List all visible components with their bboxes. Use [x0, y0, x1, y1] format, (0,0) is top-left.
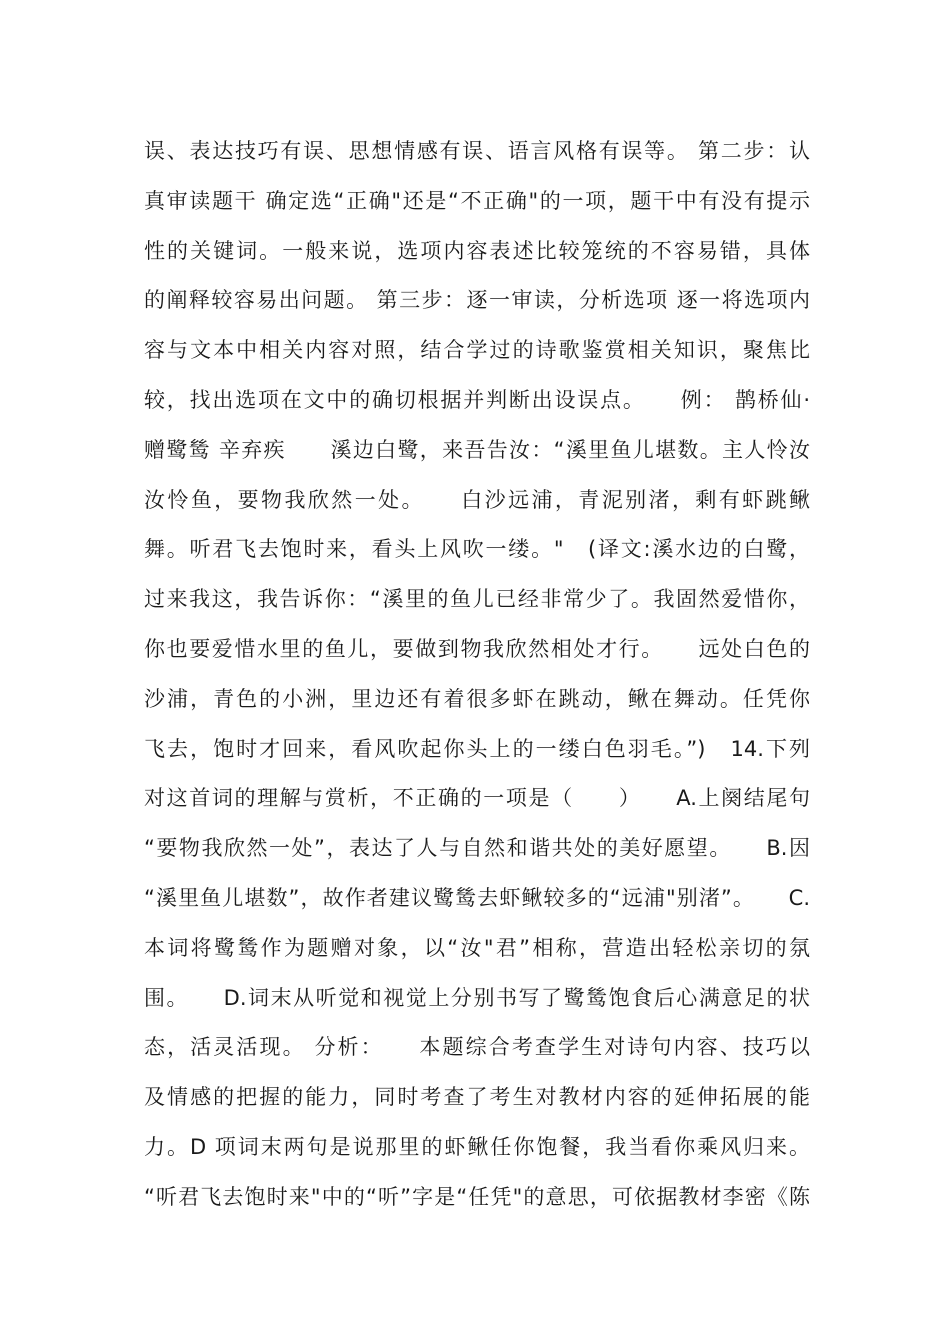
- text-line: “溪里鱼儿堪数”，故作者建议鹭鸶去虾鳅较多的“远浦"别渚”。 C.: [144, 885, 810, 910]
- text-line: 汝怜鱼，要物我欣然一处。 白沙远浦，青泥别渚，剩有虾跳鳅: [144, 487, 810, 512]
- text-line: 飞去，饱时才回来，看风吹起你头上的一缕白色羽毛。”) 14.下列: [144, 736, 810, 761]
- text-line: 及情感的把握的能力，同时考查了考生对教材内容的延伸拓展的能: [144, 1085, 810, 1110]
- text-line: 误、表达技巧有误、思想情感有误、语言风格有误等。 第二步：认: [144, 139, 810, 163]
- text-line: 容与文本中相关内容对照，结合学过的诗歌鉴赏相关知识，聚焦比: [144, 338, 810, 363]
- text-line: 舞。听君飞去饱时来，看头上风吹一缕。" (译文:溪水边的白鹭，: [144, 537, 810, 562]
- text-line: 态，活灵活现。 分析： 本题综合考查学生对诗句内容、技巧以: [144, 1035, 810, 1060]
- text-line: 较，找出选项在文中的确切根据并判断出设误点。 例： 鹊桥仙·: [144, 387, 810, 412]
- text-line: 围。 D.词末从听觉和视觉上分别书写了鹭鸶饱食后心满意足的状: [144, 985, 810, 1010]
- text-line: 的阐释较容易出问题。 第三步：逐一审读，分析选项 逐一将选项内: [144, 288, 810, 313]
- text-line: “听君飞去饱时来"中的“听”字是“任凭"的意思，可依据教材李密《陈: [144, 1184, 810, 1209]
- text-line: 沙浦，青色的小洲，里边还有着很多虾在跳动，鳅在舞动。任凭你: [144, 686, 810, 711]
- body-text: [144, 127, 810, 1223]
- text-line: 赠鹭鸶 辛弃疾 溪边白鹭，来吾告汝：“溪里鱼儿堪数。主人怜汝: [144, 437, 810, 462]
- text-line: 力。D 项词末两句是说那里的虾鳅任你饱餐，我当看你乘风归来。: [144, 1134, 810, 1159]
- text-line: “要物我欣然一处”，表达了人与自然和谐共处的美好愿望。 B.因: [144, 836, 810, 861]
- text-line: 过来我这，我告诉你：“溪里的鱼儿已经非常少了。我固然爱惜你，: [144, 587, 810, 612]
- text-line: 你也要爱惜水里的鱼儿，要做到物我欣然相处才行。 远处白色的: [144, 636, 810, 661]
- text-line: 性的关键词。一般来说，选项内容表述比较笼统的不容易错，具体: [144, 238, 810, 263]
- text-line: 本词将鹭鸶作为题赠对象，以“汝"君”相称，营造出轻松亲切的氛: [144, 935, 810, 960]
- text-line: 对这首词的理解与赏析，不正确的一项是（ ） A.上阕结尾句: [144, 786, 810, 811]
- text-line: 真审读题干 确定选“正确"还是“不正确"的一项，题干中有没有提示: [144, 188, 810, 213]
